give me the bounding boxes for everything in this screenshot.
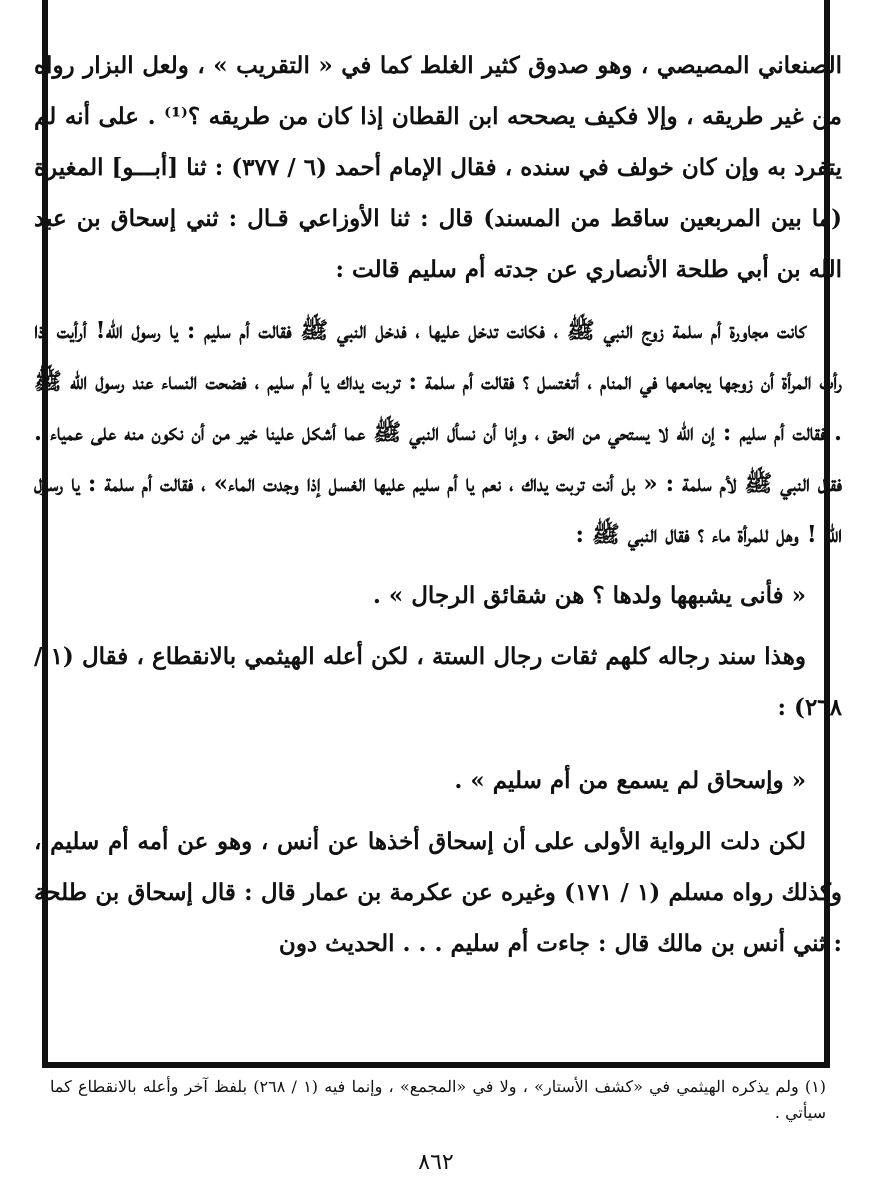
page-number: ٨٦٢ (418, 1150, 454, 1175)
paragraph-5: « وإسحاق لم يسمع من أم سليم » . (454, 767, 806, 794)
paragraph-2: كانت مجاورة أم سلمة زوج النبي ﷺ ، فكانت تدخل عليها ، فدخل النبي ﷺ فقالت أم سليم : يا رسول الله! أرأيت إذا رأت المرأة أن زوجها يجامعها في المنام ، أتغتسل ؟ فقالت أم سلمة : تربت يداك يا أم سليم ، فضحت النساء عند رسول الله ﷺ . فقالت أم سليم : إن الله لا يستحي من الحق ، وإنا أن نسأل النبي ﷺ عما أشكل علينا خير من أن نكون منه على عمياء . فقال النبي ﷺ لأم سلمة : « بل أنت تربت يداك ، نعم يا أم سليم عليها الغسل إذا وجدت الماء» ، فقالت أم سلمة : يا رسول الله ! وهل للمرأة ماء ؟ فقال النبي ﷺ : (34, 317, 842, 548)
paragraph-3: « فأنى يشبهها ولدها ؟ هن شقائق الرجال » . (372, 582, 806, 609)
paragraph-6: لكن دلت الرواية الأولى على أن إسحاق أخذها عن أنس ، وهو عن أمه أم سليم ، وكذلك رواه مسلم (١ / ١٧١) وغيره عن عكرمة بن عمار قال : قال إسحاق بن طلحة : ثني أنس بن مالك قال : جاءت أم سليم . . . الحديث دون (34, 828, 843, 957)
footnotes (50, 1074, 826, 1126)
paragraph-1: الصنعاني المصيصي ، وهو صدوق كثير الغلط كما في « التقريب » ، ولعل البزار رواه من غير طريقه ، وإلا فكيف يصححه ابن القطان إذا كان من طريقه ؟⁽¹⁾ . على أنه لم يتفرد به وإن كان خولف في سنده ، فقال الإمام أحمد (٦ / ٣٧٧) : ثنا [أبـــو] المغيرة (ما بين المربعين ساقط من المسند) قال : ثنا الأوزاعي قـال : ثني إسحاق بن عبد الله بن أبي طلحة الأنصاري عن جدته أم سليم قالت : (34, 52, 842, 283)
main-text (34, 40, 842, 969)
paragraph-4: وهذا سند رجاله كلهم ثقات رجال الستة ، لكن أعله الهيثمي بالانقطاع ، فقال (١ / ٢٦٨) : (34, 643, 842, 721)
footnote-1: (١) ولم يذكره الهيثمي في «كشف الأستار» ، ولا في «المجمع» ، وإنما فيه (١ / ٢٦٨) بلفظ آخر وأعله بالانقطاع كما سيأتي . (50, 1077, 826, 1122)
